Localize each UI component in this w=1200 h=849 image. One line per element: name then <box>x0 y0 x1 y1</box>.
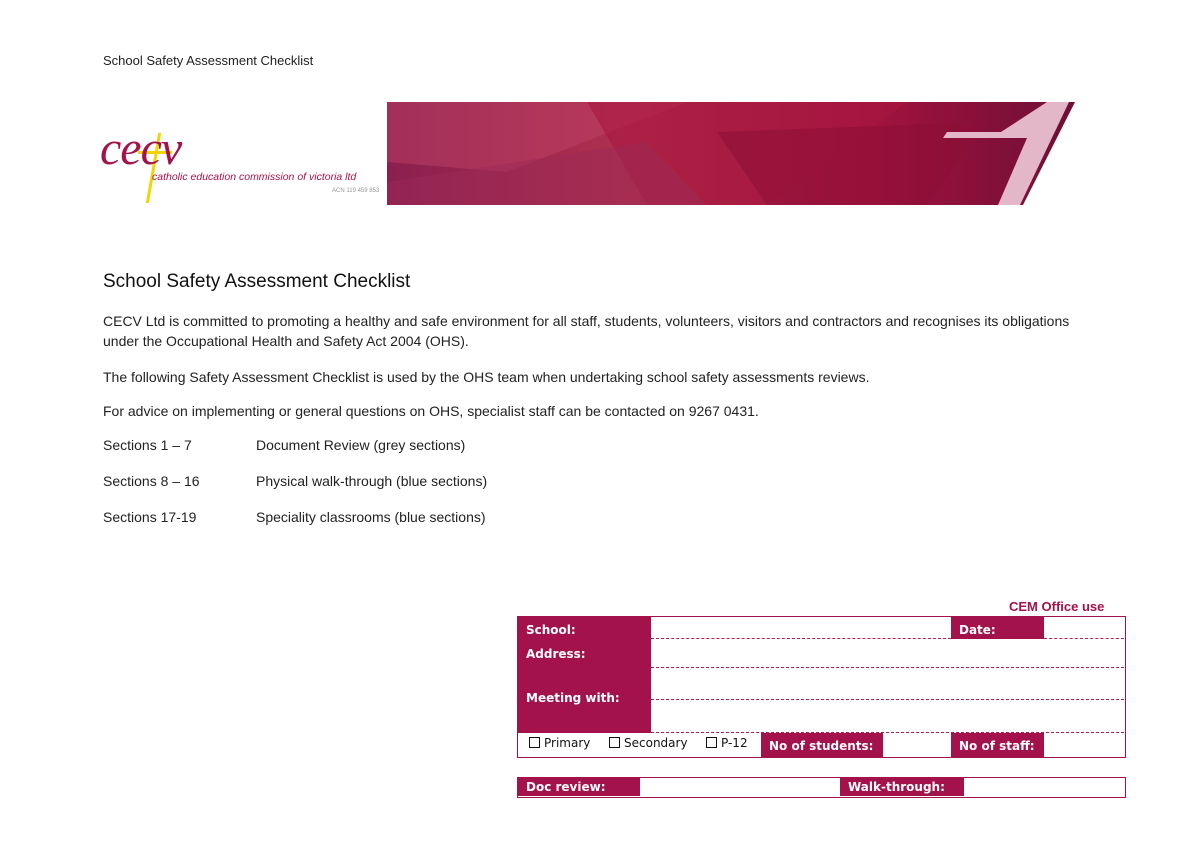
checkbox-icon <box>706 737 717 748</box>
review-form <box>517 777 1126 798</box>
intro-paragraph: CECV Ltd is committed to promoting a healthy and safe environment for all staff, students, volunteers, visitors and contractors and recognises its obligations under the Occupational Health and Safety Act 2004 (OHS). <box>103 313 1070 349</box>
date-field[interactable] <box>1044 617 1124 639</box>
students-label: No of students: <box>761 733 883 757</box>
meeting-with-label: Meeting with: <box>526 691 620 705</box>
running-header: School Safety Assessment Checklist <box>103 53 314 68</box>
checkbox-icon <box>609 737 620 748</box>
primary-checkbox[interactable] <box>529 736 590 750</box>
cecv-logo <box>100 122 390 210</box>
section-range: Sections 17-19 <box>103 509 197 525</box>
secondary-checkbox[interactable] <box>609 736 688 750</box>
staff-label: No of staff: <box>951 733 1044 757</box>
doc-review-field[interactable] <box>640 778 840 796</box>
page-title: School Safety Assessment Checklist <box>103 271 411 292</box>
logo-tagline: catholic education commission of victoria ltd <box>152 171 357 183</box>
walkthrough-field[interactable] <box>964 778 1124 796</box>
address-field-line2[interactable] <box>651 668 1124 700</box>
section-desc: Physical walk-through (blue sections) <box>256 473 488 489</box>
school-field[interactable] <box>651 617 951 639</box>
doc-review-label: Doc review: <box>518 778 640 796</box>
usage-paragraph: The following Safety Assessment Checklist is used by the OHS team when undertaking school safety assessments reviews. <box>103 369 870 385</box>
secondary-label: Secondary <box>624 736 688 750</box>
section-range: Sections 1 – 7 <box>103 437 192 453</box>
staff-field[interactable] <box>1044 733 1124 757</box>
meeting-with-field[interactable] <box>651 700 1124 733</box>
header-banner <box>387 102 1075 205</box>
primary-label: Primary <box>544 736 591 750</box>
address-label: Address: <box>518 639 651 733</box>
section-desc: Speciality classrooms (blue sections) <box>256 509 486 525</box>
school-label: School: <box>518 617 651 639</box>
advice-paragraph: For advice on implementing or general questions on OHS, specialist staff can be contacted on 9267 0431. <box>103 403 759 419</box>
date-label: Date: <box>951 617 1044 639</box>
office-use-heading: CEM Office use <box>1009 599 1105 614</box>
logo-wordmark: cecv <box>100 122 182 175</box>
checkbox-icon <box>529 737 540 748</box>
section-range: Sections 8 – 16 <box>103 473 200 489</box>
address-field-line1[interactable] <box>651 639 1124 668</box>
logo-acn: ACN 119 459 853 <box>332 188 380 194</box>
section-row <box>103 509 486 525</box>
section-row <box>103 473 487 489</box>
section-row <box>103 437 465 453</box>
p12-checkbox[interactable] <box>706 736 748 750</box>
walkthrough-label: Walk-through: <box>840 778 964 796</box>
students-field[interactable] <box>883 733 951 757</box>
p12-label: P-12 <box>721 736 748 750</box>
section-desc: Document Review (grey sections) <box>256 437 466 453</box>
